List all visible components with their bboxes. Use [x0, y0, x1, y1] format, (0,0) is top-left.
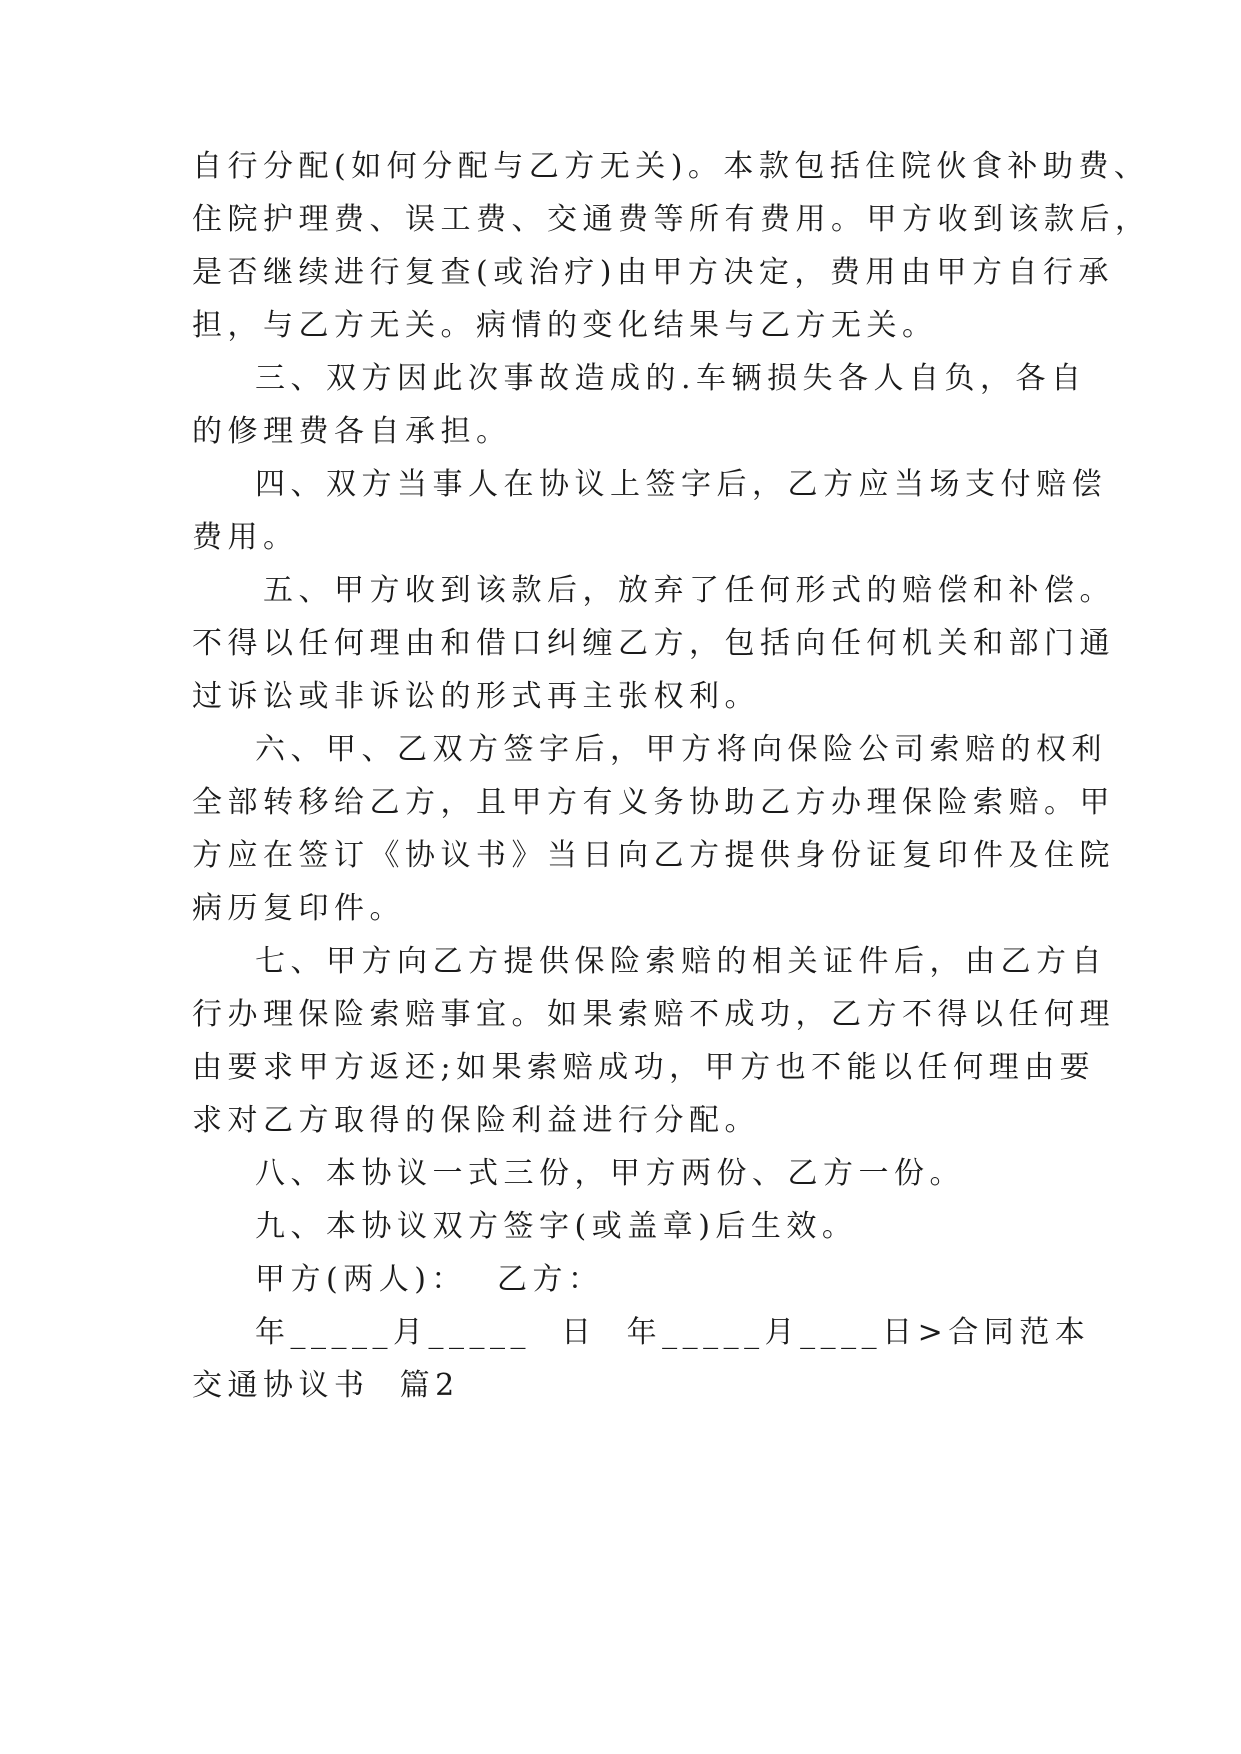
- clause-9-line: 九、本协议双方签字(或盖章)后生效。: [255, 1209, 858, 1244]
- clause-7-line: 由要求甲方返还;如果索赔成功，甲方也不能以任何理由要: [192, 1050, 1096, 1085]
- clause-4-line: 四、双方当事人在协议上签字后，乙方应当场支付赔偿: [255, 467, 1107, 502]
- clause-6-line: 六、甲、乙双方签字后，甲方将向保险公司索赔的权利: [255, 732, 1107, 767]
- clause-8-line: 八、本协议一式三份，甲方两份、乙方一份。: [255, 1156, 965, 1191]
- clause-3-line: 的修理费各自承担。: [192, 414, 512, 449]
- clause-6-line: 方应在签订《协议书》当日向乙方提供身份证复印件及住院: [192, 838, 1115, 873]
- paragraph-line: 住院护理费、误工费、交通费等所有费用。甲方收到该款后，: [192, 202, 1151, 237]
- clause-7-line: 七、甲方向乙方提供保险索赔的相关证件后，由乙方自: [255, 944, 1107, 979]
- clause-6-line: 病历复印件。: [192, 891, 405, 926]
- clause-4-line: 费用。: [192, 520, 299, 555]
- clause-3-line: 三、双方因此次事故造成的.车辆损失各人自负，各自: [255, 361, 1087, 396]
- clause-6-line: 全部转移给乙方，且甲方有义务协助乙方办理保险索赔。甲: [192, 785, 1115, 820]
- paragraph-line: 担，与乙方无关。病情的变化结果与乙方无关。: [192, 308, 938, 343]
- date-line: 年_____月_____ 日 年_____月____日>合同范本: [255, 1315, 1091, 1350]
- clause-5-line: 过诉讼或非诉讼的形式再主张权利。: [192, 679, 760, 714]
- clause-7-line: 求对乙方取得的保险利益进行分配。: [192, 1103, 760, 1138]
- paragraph-line: 自行分配(如何分配与乙方无关)。本款包括住院伙食补助费、: [192, 149, 1150, 184]
- clause-5-line: 不得以任何理由和借口纠缠乙方，包括向任何机关和部门通: [192, 626, 1115, 661]
- clause-7-line: 行办理保险索赔事宜。如果索赔不成功，乙方不得以任何理: [192, 997, 1115, 1032]
- section-heading: 交通协议书 篇2: [192, 1368, 460, 1403]
- clause-5-line: 五、甲方收到该款后，放弃了任何形式的赔偿和补偿。: [263, 573, 1115, 608]
- paragraph-line: 是否继续进行复查(或治疗)由甲方决定，费用由甲方自行承: [192, 255, 1114, 290]
- signature-line: 甲方(两人)： 乙方：: [255, 1262, 604, 1297]
